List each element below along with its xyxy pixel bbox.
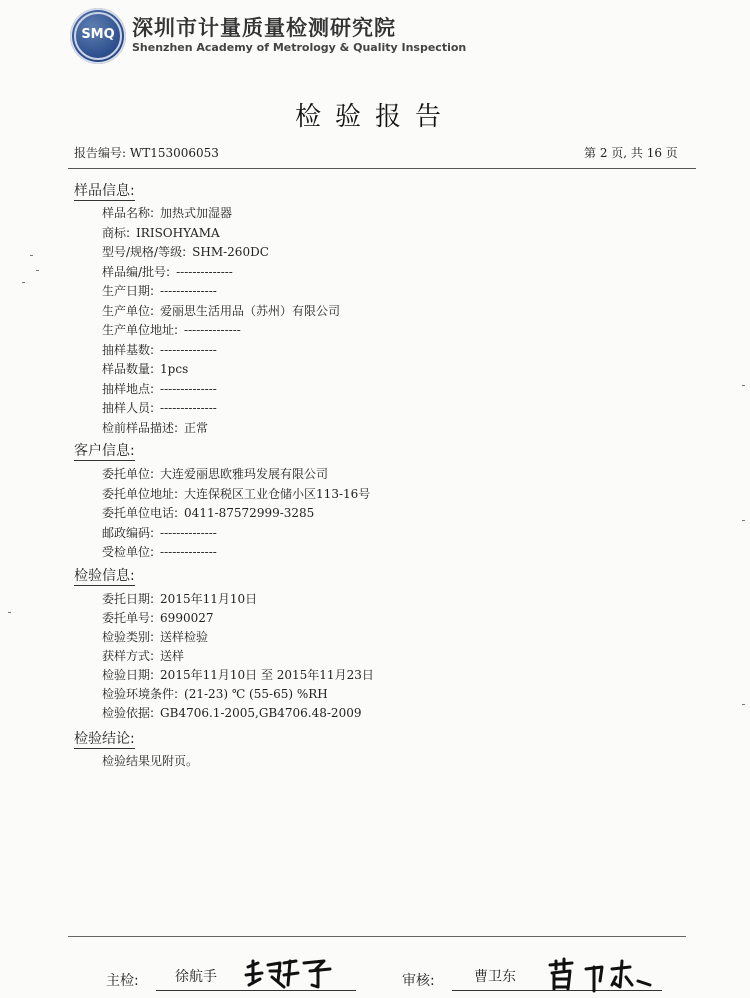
field-row xyxy=(102,705,361,721)
conclusion-text: 检验结果见附页。 xyxy=(102,754,199,768)
scan-speck xyxy=(742,704,745,705)
field-value: 1pcs xyxy=(160,362,189,376)
field-row xyxy=(102,525,217,541)
field-value: 大连保税区工业仓储小区113-16号 xyxy=(184,487,371,501)
reviewer-label: 审核: xyxy=(402,973,435,989)
field-value: -------------- xyxy=(184,323,241,337)
field-row xyxy=(102,466,328,482)
field-label: 受检单位: xyxy=(102,545,155,559)
field-label: 型号/规格/等级: xyxy=(102,245,187,259)
section-heading-inspection: 检验信息: xyxy=(74,568,135,584)
field-label: 生产单位地址: xyxy=(102,323,179,337)
field-label: 样品编/批号: xyxy=(102,265,171,279)
field-row xyxy=(102,381,217,397)
field-label: 委托日期: xyxy=(102,592,155,606)
field-row xyxy=(102,686,328,702)
field-value: 2015年11月10日 至 2015年11月23日 xyxy=(160,668,374,682)
field-row xyxy=(102,505,314,521)
field-label: 检验日期: xyxy=(102,668,155,682)
scan-speck xyxy=(742,520,745,521)
field-row xyxy=(102,400,217,416)
field-row xyxy=(102,205,232,221)
inspector-name: 徐航手 xyxy=(175,969,217,985)
field-label: 委托单位: xyxy=(102,467,155,481)
logo-text: SMQ xyxy=(81,27,115,42)
section-heading-client: 客户信息: xyxy=(74,443,135,459)
field-label: 样品数量: xyxy=(102,362,155,376)
field-row xyxy=(102,667,374,683)
field-value: 正常 xyxy=(184,421,209,435)
field-row xyxy=(102,264,233,280)
field-value: 加热式加湿器 xyxy=(160,206,233,220)
field-row xyxy=(102,610,214,626)
field-value: -------------- xyxy=(160,382,217,396)
org-name-cn: 深圳市计量质量检测研究院 xyxy=(132,16,396,40)
field-label: 检前样品描述: xyxy=(102,421,179,435)
reviewer-name: 曹卫东 xyxy=(474,969,516,985)
section-heading-conclusion: 检验结论: xyxy=(74,731,135,747)
field-row xyxy=(102,591,257,607)
field-row xyxy=(102,303,340,319)
field-label: 商标: xyxy=(102,226,131,240)
field-value: IRISOHYAMA xyxy=(136,226,220,240)
field-value: -------------- xyxy=(160,526,217,540)
inspector-label: 主检: xyxy=(106,973,139,989)
bottom-divider xyxy=(68,936,686,937)
field-label: 样品名称: xyxy=(102,206,155,220)
scan-speck xyxy=(22,282,25,283)
field-value: -------------- xyxy=(160,343,217,357)
field-label: 邮政编码: xyxy=(102,526,155,540)
scan-speck xyxy=(30,255,33,256)
field-value: -------------- xyxy=(160,284,217,298)
field-row xyxy=(102,544,217,560)
top-divider xyxy=(68,168,696,169)
field-value: 0411-87572999-3285 xyxy=(184,506,315,520)
field-row xyxy=(102,648,184,664)
page-info: 第 2 页, 共 16 页 xyxy=(584,146,678,160)
scan-speck xyxy=(742,385,745,386)
field-value: -------------- xyxy=(160,545,217,559)
field-value: 送样 xyxy=(160,649,185,663)
scan-speck xyxy=(36,270,39,271)
field-row xyxy=(102,361,188,377)
reviewer-handwritten-signature xyxy=(546,957,656,995)
section-heading-sample: 样品信息: xyxy=(74,183,135,199)
field-label: 委托单位电话: xyxy=(102,506,179,520)
field-label: 检验类别: xyxy=(102,630,155,644)
field-value: 送样检验 xyxy=(160,630,209,644)
inspector-handwritten-signature xyxy=(244,957,336,991)
field-label: 抽样地点: xyxy=(102,382,155,396)
org-name-en: Shenzhen Academy of Metrology & Quality Inspection xyxy=(132,41,467,54)
field-row xyxy=(102,342,217,358)
field-label: 检验依据: xyxy=(102,706,155,720)
field-label: 检验环境条件: xyxy=(102,687,179,701)
document-title: 检验报告 xyxy=(294,102,455,132)
field-row xyxy=(102,225,220,241)
field-label: 生产单位: xyxy=(102,304,155,318)
field-label: 获样方式: xyxy=(102,649,155,663)
field-value: 2015年11月10日 xyxy=(160,592,258,606)
field-label: 生产日期: xyxy=(102,284,155,298)
field-row xyxy=(102,420,208,436)
report-number: 报告编号: WT153006053 xyxy=(74,146,219,160)
field-row xyxy=(102,283,217,299)
field-label: 抽样基数: xyxy=(102,343,155,357)
field-value: 爱丽思生活用品（苏州）有限公司 xyxy=(160,304,341,318)
smq-logo xyxy=(70,8,126,64)
field-value: -------------- xyxy=(176,265,233,279)
field-label: 委托单位地址: xyxy=(102,487,179,501)
scan-speck xyxy=(8,612,11,613)
field-label: 委托单号: xyxy=(102,611,155,625)
field-row xyxy=(102,486,370,502)
field-value: (21-23) ℃ (55-65) %RH xyxy=(184,687,328,701)
field-row xyxy=(102,244,269,260)
field-value: 大连爱丽思欧雅玛发展有限公司 xyxy=(160,467,329,481)
field-value: -------------- xyxy=(160,401,217,415)
field-value: SHM-260DC xyxy=(192,245,269,259)
field-row xyxy=(102,629,208,645)
field-label: 抽样人员: xyxy=(102,401,155,415)
field-value: 6990027 xyxy=(160,611,214,625)
field-row xyxy=(102,322,241,338)
field-value: GB4706.1-2005,GB4706.48-2009 xyxy=(160,706,362,720)
